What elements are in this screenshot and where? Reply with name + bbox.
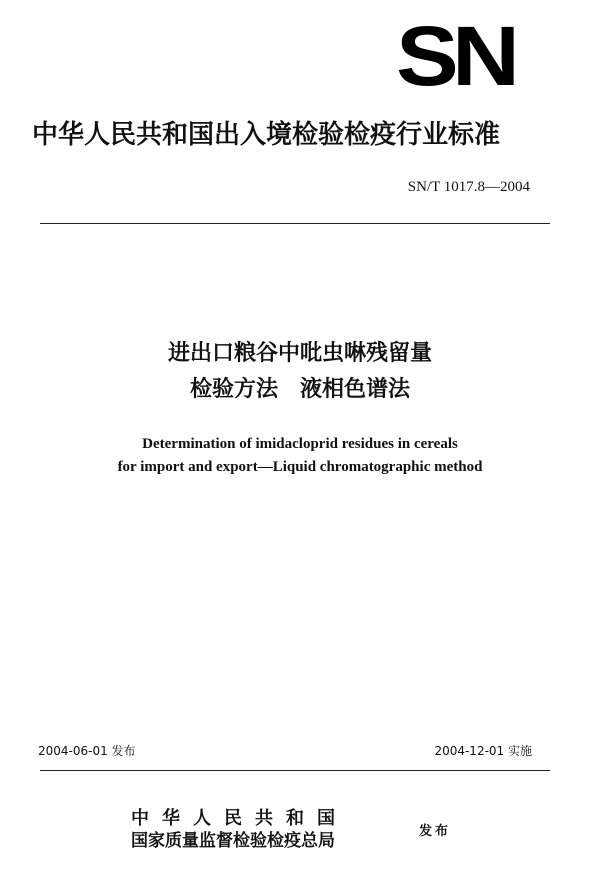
issue-label: 发布: [419, 824, 452, 839]
issuer-country: 中华人民共和国: [131, 808, 348, 829]
sn-logo: SN: [396, 9, 514, 103]
standard-organization: 中华人民共和国出入境检验检疫行业标准: [32, 120, 501, 150]
title-en-line1: Determination of imidacloprid residues in cereals: [142, 436, 458, 452]
title-en-line2: for import and export—Liquid chromatographic method: [117, 459, 483, 475]
standard-number: SN/T 1017.8—2004: [407, 179, 530, 195]
title-cn-line1: 进出口粮谷中吡虫啉残留量: [167, 341, 432, 366]
title-cn-line2: 检验方法 液相色谱法: [189, 377, 410, 402]
bottom-divider: [40, 770, 550, 771]
top-divider: [40, 223, 550, 224]
issue-date: 2004-06-01 发布: [38, 744, 136, 758]
issuer-agency: 国家质量监督检验检疫总局: [131, 831, 335, 851]
implementation-date: 2004-12-01 实施: [434, 744, 532, 758]
